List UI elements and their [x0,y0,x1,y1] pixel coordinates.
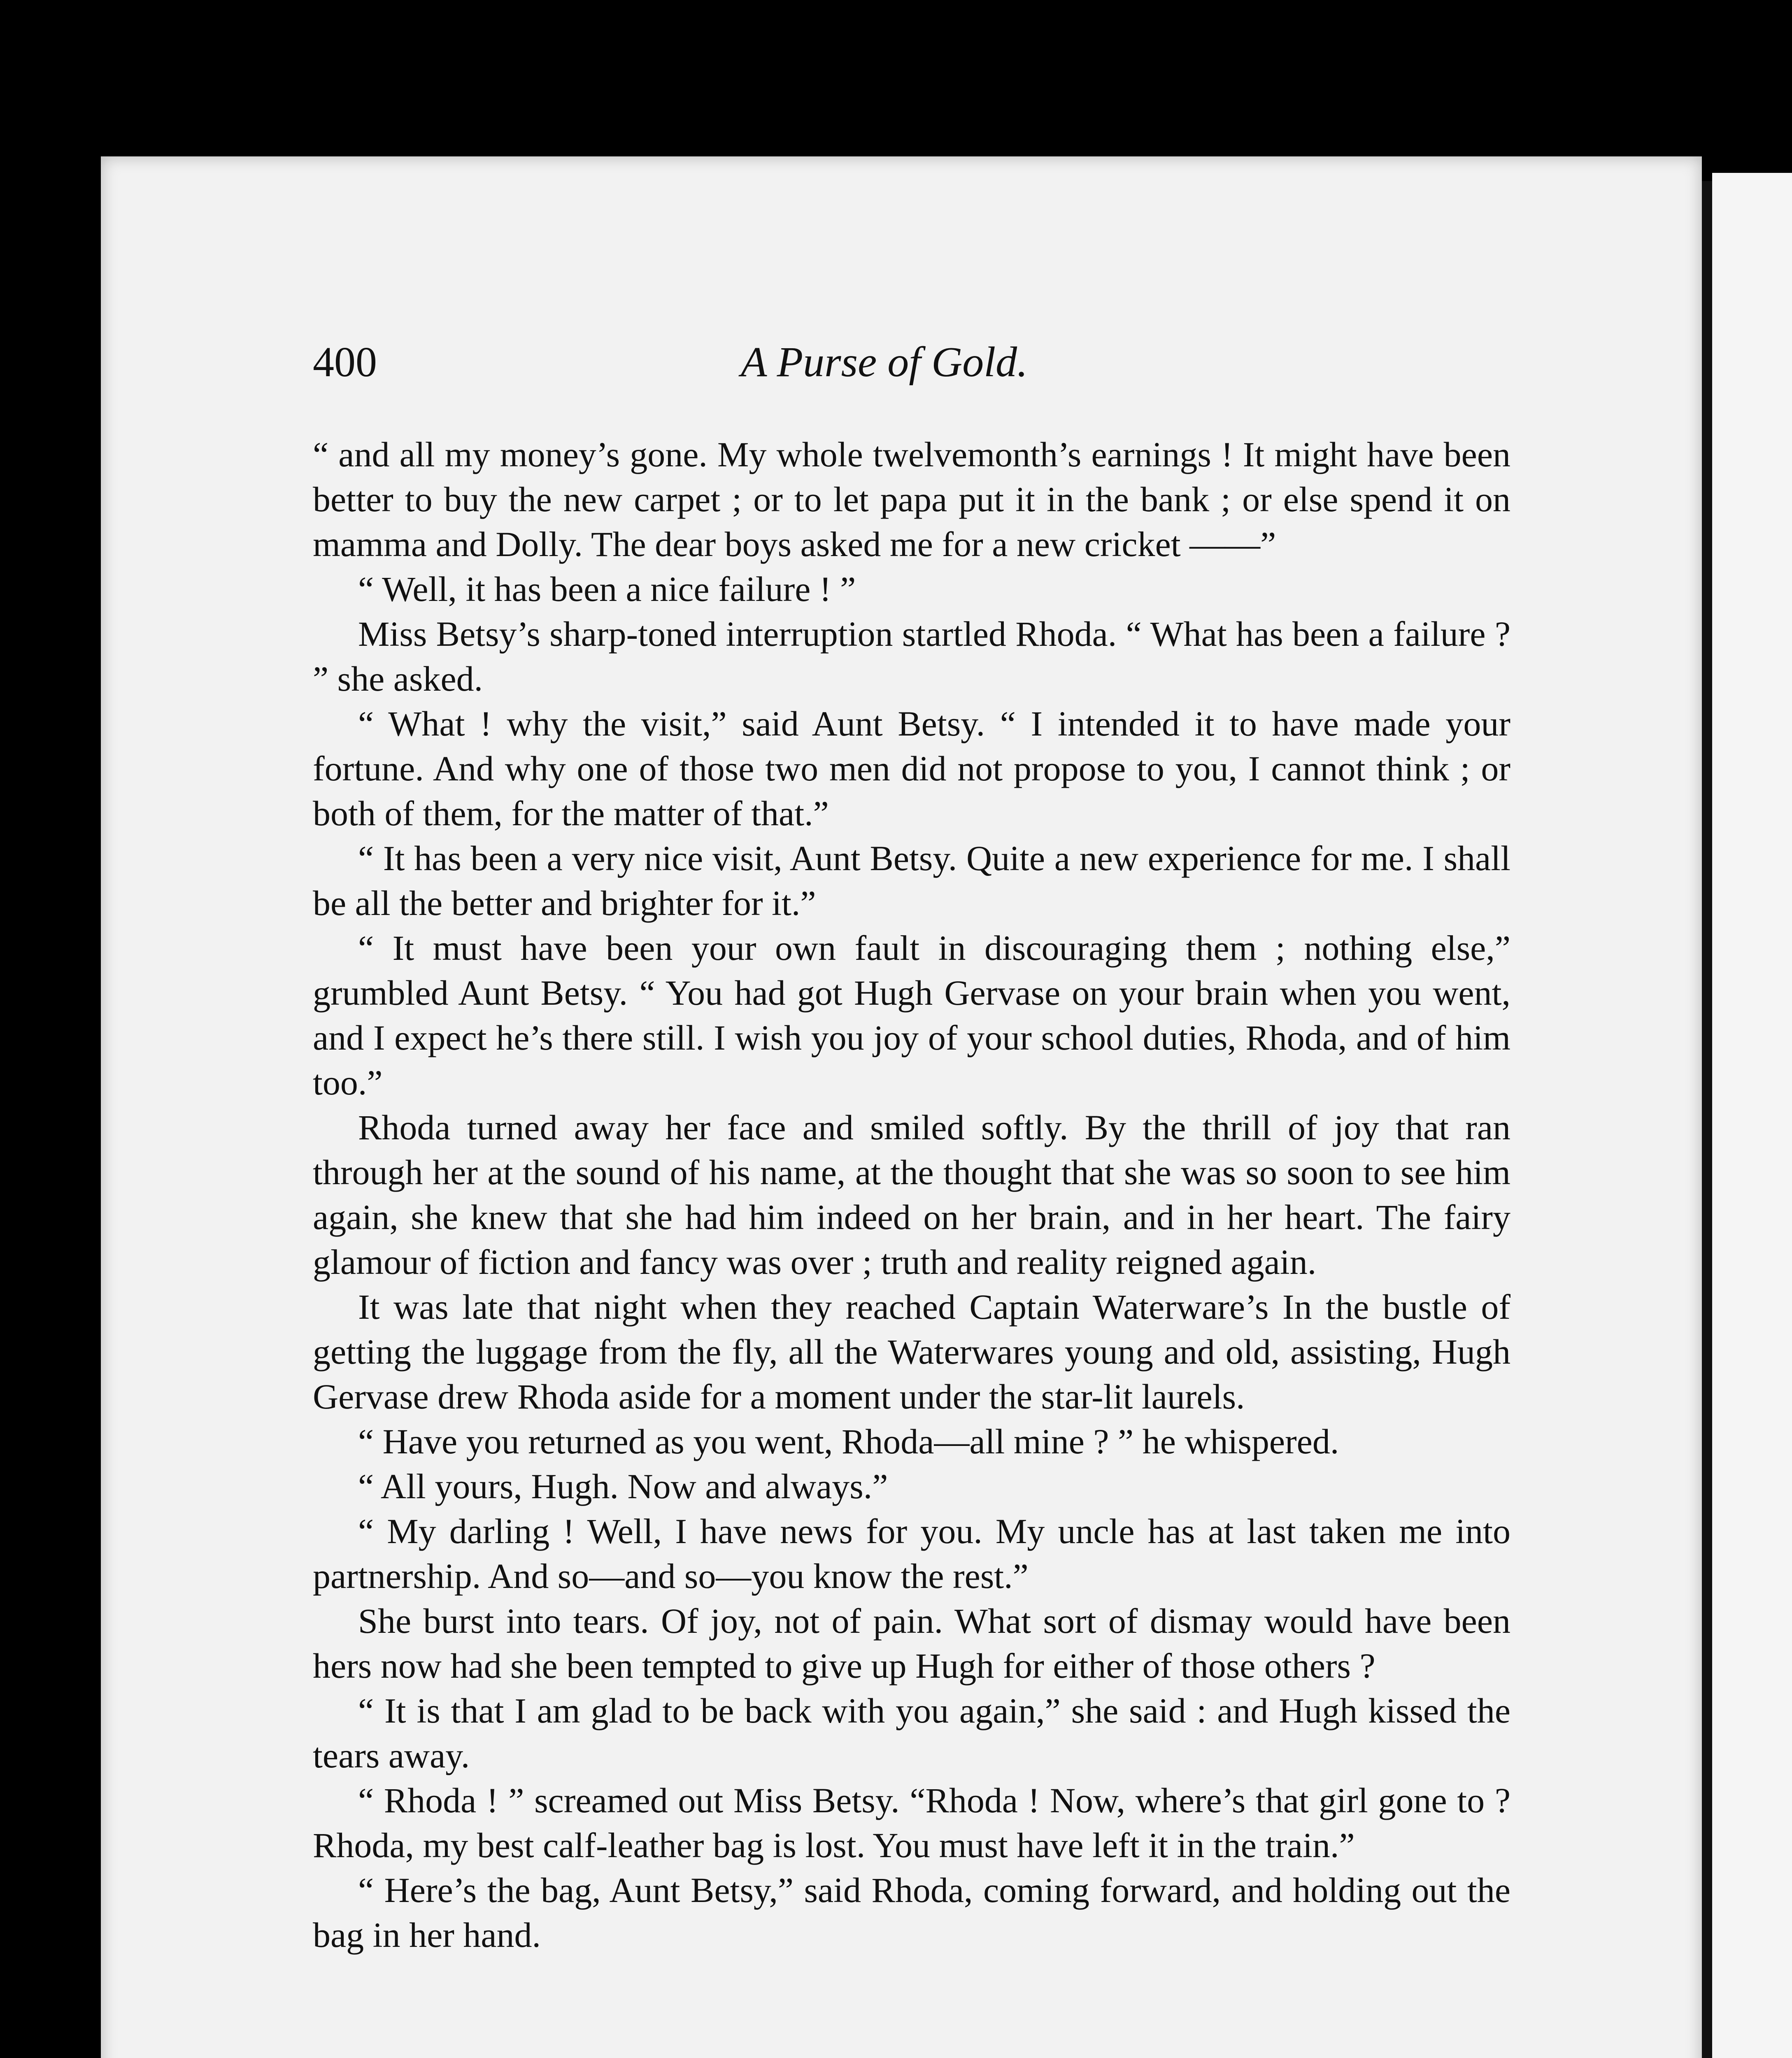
running-header [313,338,1510,391]
paragraph: It was late that night when they reached Captain Waterware’s In the bustle of getting the luggage from the fly, all the Waterwares young and old, assisting, Hugh Gervase drew Rhoda aside for a moment under the star-lit laurels. [313,1287,1510,1416]
paragraph: “ It is that I am glad to be back with you again,” she said : and Hugh kissed the tears away. [313,1691,1510,1775]
paragraph: “ and all my money’s gone. My whole twelvemonth’s earnings ! It might have been better to buy the new carpet ; or to let papa put it in the bank ; or else spend it on mamma and Dolly. The dear boys asked me for a new cricket ——” [313,435,1510,564]
paragraph: “ Here’s the bag, Aunt Betsy,” said Rhoda, coming forward, and holding out the bag in her hand. [313,1870,1510,1955]
paragraph: “ It must have been your own fault in discouraging them ; nothing else,” grumbled Aunt Betsy. “ You had got Hugh Gervase on your brain when you went, and I expect he’s there still. I wish you joy of your school duties, Rhoda, and of him too.” [313,928,1510,1102]
paragraph: “ What ! why the visit,” said Aunt Betsy. “ I intended it to have made your fortune. And why one of those two men did not propose to you, I cannot think ; or both of them, for the matter of that.” [313,704,1510,833]
paragraph: “ Rhoda ! ” screamed out Miss Betsy. “Rhoda ! Now, where’s that girl gone to ? Rhoda, my best calf-leather bag is lost. You must have left it in the train.” [313,1781,1510,1865]
paragraph: She burst into tears. Of joy, not of pain. What sort of dismay would have been hers now had she been tempted to give up Hugh for either of those others ? [313,1601,1510,1686]
paragraph: “ Well, it has been a nice failure ! ” [358,569,856,609]
page-gutter-shadow [1702,181,1712,2058]
page-number: 400 [313,338,377,386]
adjacent-page-edge [1712,173,1792,2058]
paragraph: “ All yours, Hugh. Now and always.” [358,1467,888,1506]
body-text [313,432,1510,1958]
running-title: A Purse of Gold. [741,338,1028,386]
paragraph: Rhoda turned away her face and smiled softly. By the thrill of joy that ran through her at the sound of his name, at the thought that she was so soon to see him again, she knew that she had him indeed on her brain, and in her heart. The fairy glamour of fiction and fancy was over ; truth and reality reigned again. [313,1108,1510,1282]
paragraph: “ It has been a very nice visit, Aunt Betsy. Quite a new experience for me. I shall be all the better and brighter for it.” [313,838,1510,923]
paragraph: Miss Betsy’s sharp-toned interruption startled Rhoda. “ What has been a failure ? ” she asked. [313,614,1510,698]
paragraph: “ Have you returned as you went, Rhoda—all mine ? ” he whispered. [358,1422,1339,1461]
paragraph: “ My darling ! Well, I have news for you. My uncle has at last taken me into partnership. And so—and so—you know the rest.” [313,1511,1510,1596]
